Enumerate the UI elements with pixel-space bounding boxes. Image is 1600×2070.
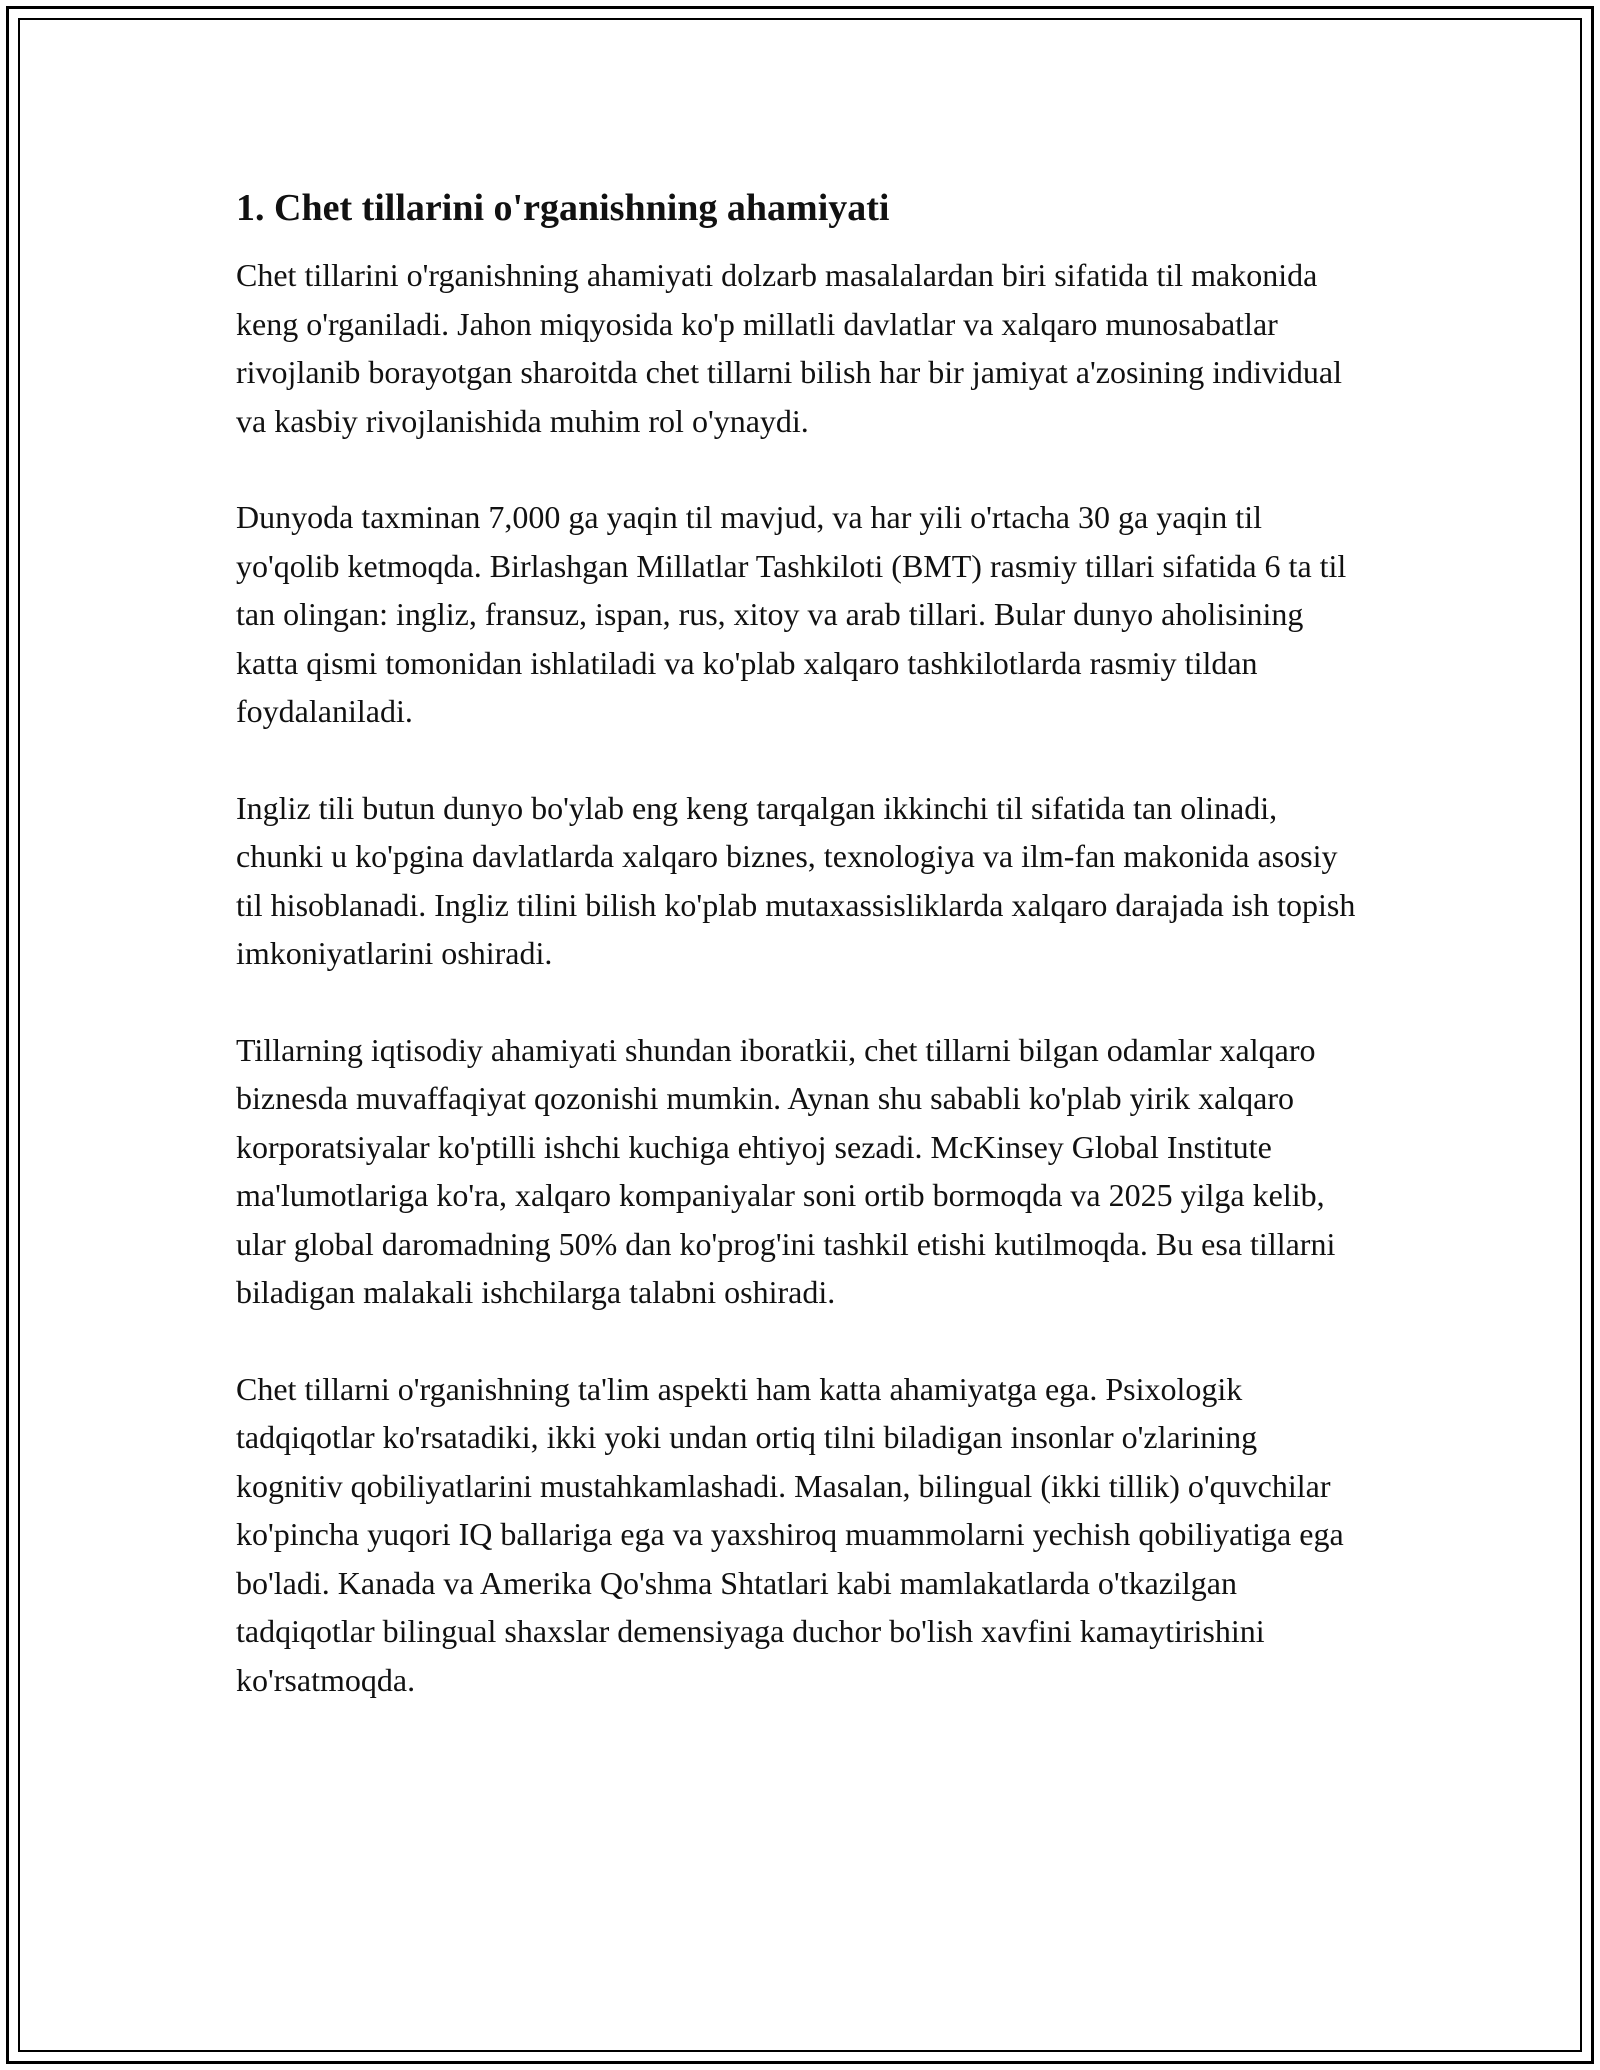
paragraph-economic: Tillarning iqtisodiy ahamiyati shundan iboratkii, chet tillarni bilgan odamlar xalqaro biznesda muvaffaqiyat qozonishi mumkin. Aynan shu sababli ko'plab yirik xalqaro korporatsiyalar ko'ptilli ishchi kuchiga ehtiyoj sezadi. McKinsey Global Institute ma'lumotlariga ko'ra, xalqaro kompaniyalar soni ortib bormoqda va 2025 yilga kelib, ular global daromadning 50% dan ko'prog'ini tashkil etishi kutilmoqda. Bu esa tillarni biladigan malakali ishchilarga talabni oshiradi. xyxy=(236,1031,1336,1310)
paragraph-education: Chet tillarni o'rganishning ta'lim aspekti ham katta ahamiyatga ega. Psixologik tadqiqotlar ko'rsatadiki, ikki yoki undan ortiq tilni biladigan insonlar o'zlarining kognitiv qobiliyatlarini mustahkamlashadi. Masalan, bilingual (ikki tillik) o'quvchilar ko'pincha yuqori IQ ballariga ega va yaxshiroq muammolarni yechish qobiliyatiga ega bo'ladi. Kanada va Amerika Qo'shma Shtatlari kabi mamlakatlarda o'tkazilgan tadqiqotlar bilingual shaxslar demensiyaga duchor bo'lish xavfini kamaytirishini ko'rsatmoqda. xyxy=(236,1370,1344,1698)
paragraph-english: Ingliz tili butun dunyo bo'ylab eng keng tarqalgan ikkinchi til sifatida tan olinadi, chunki u ko'pgina davlatlarda xalqaro biznes, texnologiya va ilm-fan makonida asosiy til hisoblanadi. Ingliz tilini bilish ko'plab mutaxassisliklarda xalqaro darajada ish topish imkoniyatlarini oshiradi. xyxy=(236,789,1356,971)
paragraph-world-languages: Dunyoda taxminan 7,000 ga yaqin til mavjud, va har yili o'rtacha 30 ga yaqin til yo'qolib ketmoqda. Birlashgan Millatlar Tashkiloti (BMT) rasmiy tillari sifatida 6 ta til tan olingan: ingliz, fransuz, ispan, rus, xitoy va arab tillari. Bular dunyo aholisining katta qismi tomonidan ishlatiladi va ko'plab xalqaro tashkilotlarda rasmiy tildan foydalaniladi. xyxy=(236,499,1347,729)
document-body xyxy=(236,185,1366,1752)
paragraph-importance: Chet tillarini o'rganishning ahamiyati dolzarb masalalardan biri sifatida til makonida keng o'rganiladi. Jahon miqyosida ko'p millatli davlatlar va xalqaro munosabatlar rivojlanib borayotgan sharoitda chet tillarni bilish har bir jamiyat a'zosining individual va kasbiy rivojlanishida muhim rol o'ynaydi. xyxy=(236,257,1342,439)
document-title: 1. Chet tillarini o'rganishning ahamiyati xyxy=(236,187,890,229)
